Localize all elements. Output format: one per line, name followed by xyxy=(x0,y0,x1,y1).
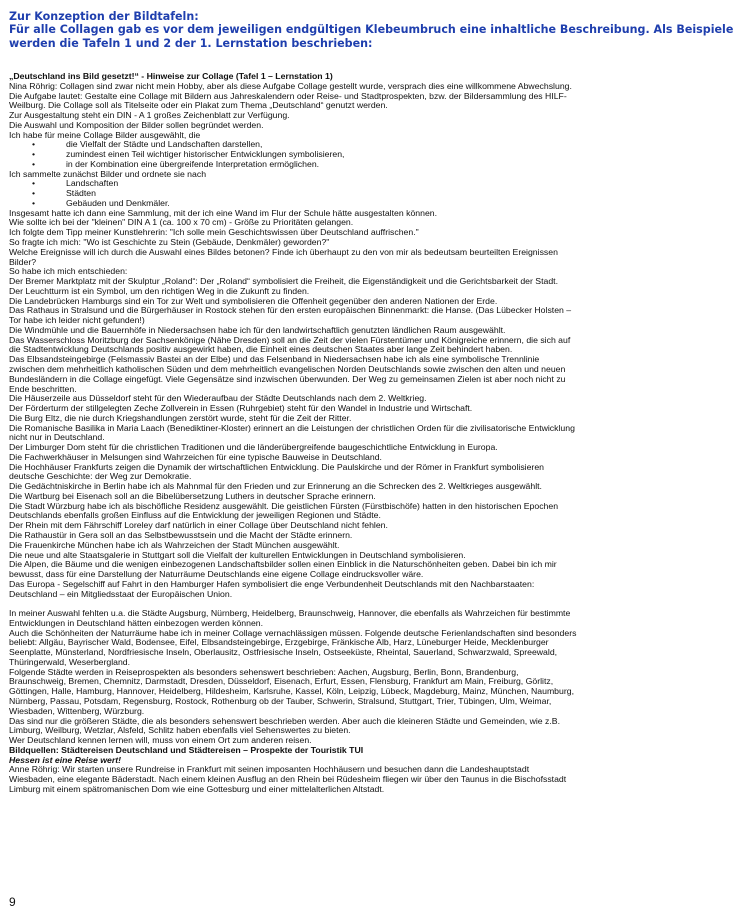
text-line: Bundesländern in die Collage eingefügt. Viele Gegensätze sind inzwischen überwunden. Der Weg zu gemeinsamen Zielen ist aber noch nicht zu xyxy=(9,373,566,384)
text-line: Die Auswahl und Komposition der Bilder sollen begründet werden. xyxy=(9,119,264,130)
text-line: Zur Ausgestaltung steht ein DIN - A 1 großes Zeichenblatt zur Verfügung. xyxy=(9,110,290,121)
text-line: Anne Röhrig: Wir starten unsere Rundreise in Frankfurt mit seinen imposanten Hochhäusern und besuchen dann die Landeshauptstadt xyxy=(9,764,530,775)
text-line: Tor habe ich leider nicht gefunden!) xyxy=(9,315,145,326)
text-line: Wiesbaden, eine elegante Bäderstadt. Nach einem kleinen Ausflug an den Rhein bei Rüdesheim fliegen wir über den Taunus in die Bischofsstadt xyxy=(9,774,567,785)
text-line: Göttingen, Halle, Hamburg, Hannover, Heidelberg, Hildesheim, Karlsruhe, Kassel, Köln, Leipzig, Lübeck, Magdeburg, Mainz, München, Naumburg, xyxy=(9,686,574,697)
text-line: deutsche Geschichte: der Weg zur Demokratie. xyxy=(9,471,192,482)
text-line: Die Frauenkirche München habe ich als Wahrzeichen der Stadt München ausgewählt. xyxy=(9,539,340,550)
text-line: Die Rathaustür in Gera soll an das Selbstbewusstsein und die Macht der Städte erinnern. xyxy=(9,529,353,540)
text-line: Limburg mit einem spätromanischen Dom wie eine Gottesburg und einer mittelalterlichen Altstadt. xyxy=(9,783,385,794)
heading-line: werden die Tafeln 1 und 2 der 1. Lernstation beschrieben: xyxy=(9,36,373,50)
bullet-text: Landschaften xyxy=(66,178,119,189)
document-body xyxy=(9,72,637,795)
text-line: Die Fachwerkhäuser in Melsungen sind Wahrzeichen für eine typische Bauweise in Deutschland. xyxy=(9,451,382,462)
bullet-icon: • xyxy=(32,139,36,150)
text-line: Deutschlands ebenfalls großen Einfluss auf die Entwicklung der jeweiligen Regionen und Städte. xyxy=(9,510,381,521)
bold-text-line: Bildquellen: Städtereisen Deutschland und Städtereisen – Prospekte der Touristik TUI xyxy=(9,744,364,755)
text-line: Welche Ereignisse will ich durch die Auswahl eines Bildes betonen? Finde ich überhaupt zu den von mir als bedeutsam beurteilten Ereignissen xyxy=(9,246,558,257)
text-line: Das Europa - Segelschiff auf Fahrt in den Hamburger Hafen symbolisiert die enge Verbundenheit Deutschlands mit den Nachbarstaaten: xyxy=(9,578,535,589)
text-line: Bilder? xyxy=(9,256,37,267)
text-line: Ich habe für meine Collage Bilder ausgewählt, die xyxy=(9,129,201,140)
text-line: Ich folgte dem Tipp meiner Kunstlehrerin: "Ich solle mein Geschichtswissen über Deutschland auffrischen." xyxy=(9,227,419,238)
text-line: Folgende Städte werden in Reiseprospekten als besonders sehenswert beschrieben: Aachen, Augsburg, Berlin, Bonn, Brandenburg, xyxy=(9,666,519,677)
text-line: In meiner Auswahl fehlten u.a. die Städte Augsburg, Nürnberg, Heidelberg, Braunschweig, Hannover, die ebenfalls als Wahrzeichen für bestimmte xyxy=(9,608,571,619)
text-line: Ende beschritten. xyxy=(9,383,77,394)
heading-line: Zur Konzeption der Bildtafeln: xyxy=(9,10,199,23)
text-line: bewusst, dass für eine Darstellung der Naturräume Deutschlands eine eigene Collage eindrucksvoller wäre. xyxy=(9,569,424,580)
bullet-text: Gebäuden und Denkmäler. xyxy=(66,197,170,208)
bold-text-line: „Deutschland ins Bild gesetzt!“ - Hinweise zur Collage (Tafel 1 – Lernstation 1) xyxy=(9,71,333,81)
text-line: Nina Röhrig: Collagen sind zwar nicht mein Hobby, aber als diese Aufgabe Collage gestellt wurde, versprach dies eine willkommene Abwechslung. xyxy=(9,80,572,91)
text-line: Das sind nur die größeren Städte, die als besonders sehenswert beschrieben werden. Aber auch die kleineren Städte und Gemeinden, wie z.B. xyxy=(9,715,561,726)
text-line: Der Bremer Marktplatz mit der Skulptur „Roland“: Der „Roland“ symbolisiert die Freiheit, die Eigenständigkeit und die Gerichtsbarkeit der Stadt. xyxy=(9,276,558,287)
text-line: Entwicklungen in Deutschland hätten einbezogen werden können. xyxy=(9,617,264,628)
text-line: Limburg, Weilburg, Wetzlar, Alsfeld, Schlitz haben ebenfalls viel Sehenswertes zu bieten. xyxy=(9,725,351,736)
text-line: Wiesbaden, Wittenberg, Würzburg. xyxy=(9,705,145,716)
text-line: Nürnberg, Passau, Potsdam, Regensburg, Rostock, Rothenburg ob der Tauber, Schwerin, Stralsund, Stuttgart, Trier, Tübingen, Ulm, Weimar, xyxy=(9,696,552,706)
text-line: Die Landebrücken Hamburgs sind ein Tor zur Welt und symbolisieren die Offenheit gegenüber den anderen Nationen der Erde. xyxy=(9,295,498,306)
text-line: nicht nur in Deutschland. xyxy=(9,432,105,443)
text-line: Die Windmühle und die Bauernhöfe in Niedersachsen habe ich für den landwirtschaftlich genutzten ländlichen Raum ausgewählt. xyxy=(9,324,506,335)
text-line: zwischen dem mehrheitlich katholischen Süden und dem mehrheitlich evangelischen Norden Deutschlands sowie zwischen den alten und neuen xyxy=(9,363,566,374)
section-heading xyxy=(9,10,733,50)
page-number: 9 xyxy=(9,895,16,909)
text-line: Die Stadt Würzburg habe ich als bischöfliche Residenz ausgewählt. Die geistlichen Fürsten (Fürstbischöfe) hatten in den historischen Epochen xyxy=(9,500,559,511)
text-line: So habe ich mich entschieden: xyxy=(9,266,128,277)
bullet-text: die Vielfalt der Städte und Landschaften darstellen, xyxy=(66,139,263,150)
text-line: Der Leuchtturm ist ein Symbol, um den richtigen Weg in die Zukunft zu finden. xyxy=(9,285,310,296)
text-line: Seenplatte, Münsterland, Nordfriesische Inseln, Oberlausitz, Ostfriesische Inseln, Ostseeküste, Rheintal, Sauerland, Schwarzwald, Spreewald, xyxy=(9,647,558,658)
bullet-text: in der Kombination eine übergreifende Interpretation ermöglichen. xyxy=(66,158,320,169)
text-line: die Stadtentwicklung Deutschlands positiv ausgewirkt haben, die Einheit eines deutschen Staates aber lange Zeit behindert haben. xyxy=(9,344,513,355)
text-line: Die Romanische Basilika in Maria Laach (Benediktiner-Kloster) erinnert an die Leistungen der christlichen Orden für die zivilisatorische Entwicklung xyxy=(9,422,575,433)
bold-text-line: Hessen ist eine Reise wert! xyxy=(9,754,122,765)
text-line: Die Alpen, die Bäume und die wenigen einbezogenen Landschaftsbilder sollen einen Einblick in die Naturschönheiten geben. Dabei bin ich mir xyxy=(9,559,557,570)
text-line: Das Elbsandsteingebirge (Felsmassiv Bastei an der Elbe) und das Felsenband in Niedersachsen habe ich als eine symbolische Trennlinie xyxy=(9,354,540,365)
text-line: Thüringerwald, Weserbergland. xyxy=(9,656,131,667)
text-line: Das Rathaus in Stralsund und die Bürgerhäuser in Rostock stehen für den ersten europäischen Binnenmarkt: die Hanse. (Das Lübecker Holsten – xyxy=(9,305,572,316)
bullet-icon: • xyxy=(32,197,36,208)
bullet-item xyxy=(9,179,637,189)
text-line: Deutschland – ein Mitgliedsstaat der Europäischen Union. xyxy=(9,588,233,599)
text-line: Das Wasserschloss Moritzburg der Sachsenkönige (Nähe Dresden) soll an die Zeit der vielen Fürstentümer und Königreiche erinnern, die sich auf xyxy=(9,334,571,345)
heading-line: Für alle Collagen gab es vor dem jeweiligen endgültigen Klebeumbruch eine inhaltliche Beschreibung. Als Beispiele xyxy=(9,23,733,37)
text-line: Wer Deutschland kennen lernen will, muss von einem Ort zum anderen reisen. xyxy=(9,735,312,746)
text-line: Der Förderturm der stillgelegten Zeche Zollverein in Essen (Ruhrgebiet) steht für den Wandel in Industrie und Wirtschaft. xyxy=(9,403,473,414)
bullet-icon: • xyxy=(32,178,36,189)
text-line: Die Häuserzeile aus Düsseldorf steht für den Wiederaufbau der Städte Deutschlands nach dem 2. Weltkrieg. xyxy=(9,393,427,404)
text-line: Die Burg Eltz, die nie durch Kriegshandlungen zerstört wurde, steht für die Zeit der Ritter. xyxy=(9,412,352,423)
bullet-item xyxy=(9,199,637,209)
text-line: Die Wartburg bei Eisenach soll an die Bibelübersetzung Luthers in deutscher Sprache erinnern. xyxy=(9,490,376,501)
text-line: Insgesamt hatte ich dann eine Sammlung, mit der ich eine Wand im Flur der Schule hätte ausgestalten können. xyxy=(9,207,438,218)
text-line: So fragte ich mich: "Wo ist Geschichte zu Stein (Gebäude, Denkmäler) geworden?" xyxy=(9,237,330,248)
text-line: beliebt: Allgäu, Bayrischer Wald, Bodensee, Eifel, Elbsandsteingebirge, Erzgebirge, Fränkische Alb, Harz, Lüneburger Heide, Mecklenburger xyxy=(9,637,549,648)
text-line: Weilburg. Die Collage soll als Titelseite oder ein Plakat zum Thema „Deutschland“ genutzt werden. xyxy=(9,100,388,111)
text-line: Ich sammelte zunächst Bilder und ordnete sie nach xyxy=(9,168,207,179)
text-line: Die neue und alte Staatsgalerie in Stuttgart soll die Vielfalt der kulturellen Entwicklungen in Deutschland symbolisieren. xyxy=(9,549,466,560)
bullet-item xyxy=(9,160,637,170)
text-line: Wie sollte ich bei der "kleinen" DIN A 1 (ca. 100 x 70 cm) - Größe zu Prioritäten gelangen. xyxy=(9,217,354,228)
bullet-icon: • xyxy=(32,158,36,169)
bullet-icon: • xyxy=(32,188,36,199)
text-line: Der Rhein mit dem Fährschiff Loreley darf natürlich in einer Collage über Deutschland nicht fehlen. xyxy=(9,520,388,531)
bullet-icon: • xyxy=(32,149,36,160)
text-line: Die Aufgabe lautet: Gestalte eine Collage mit Bildern aus Jahreskalendern oder Reise- und Stadtprospekten, bzw. der Bildersammlung des HILF- xyxy=(9,90,567,101)
text-line: Die Gedächtniskirche in Berlin habe ich als Mahnmal für den Frieden und zur Erinnerung an die Schrecken des 2. Weltkrieges ausgewählt. xyxy=(9,481,542,492)
bullet-text: Städten xyxy=(66,188,96,199)
text-line: Die Hochhäuser Frankfurts zeigen die Dynamik der wirtschaftlichen Entwicklung. Die Paulskirche und der Römer in Frankfurt symbolisieren xyxy=(9,461,544,472)
text-line: Braunschweig, Bremen, Chemnitz, Darmstadt, Dresden, Düsseldorf, Eisenach, Erfurt, Essen, Flensburg, Frankfurt am Main, Freiburg, Görlitz, xyxy=(9,676,554,687)
bullet-text: zumindest einen Teil wichtiger historischer Entwicklungen symbolisieren, xyxy=(66,149,345,160)
text-line: Der Limburger Dom steht für die christlichen Traditionen und die länderübergreifende baugeschichtliche Entwicklung in Europa. xyxy=(9,442,498,453)
text-line: Auch die Schönheiten der Naturräume habe ich in meiner Collage vernachlässigen müssen. Folgende deutsche Ferienlandschaften sind besonders xyxy=(9,627,577,638)
